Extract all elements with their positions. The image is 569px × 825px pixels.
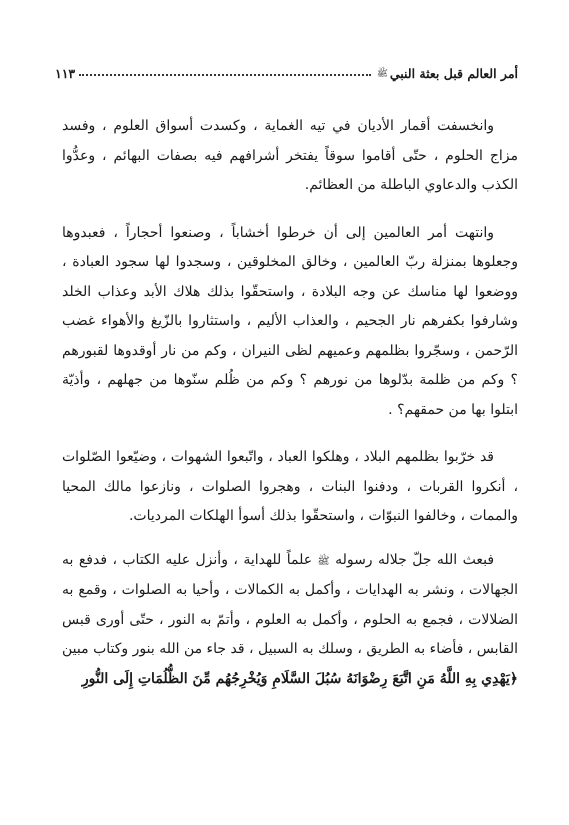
honorific-glyph: ﷺ bbox=[376, 69, 388, 79]
honorific-glyph: ﷺ bbox=[317, 555, 330, 567]
paragraph-4 bbox=[62, 546, 518, 695]
running-header bbox=[55, 55, 518, 81]
header-title: أمر العالم قبل بعثة النبي bbox=[389, 66, 518, 81]
header-dot-leader bbox=[79, 73, 371, 76]
paragraph-4-body: علماً للهداية ، وأنزل عليه الكتاب ، فدفع به الجهالات ، ونشر به الهدايات ، وأكمل به الكمالات ، وأحيا به الصلوات ، وقمع به الضلالات ، فجمع به الحلوم ، وأكمل به العلوم ، وأتمّ به النور ، حتّى أورى قبس القابس ، فأضاء به الطريق ، وسلك به السبيل ، قد جاء من الله بنور وكتاب مبين bbox=[62, 551, 518, 657]
page-body bbox=[62, 112, 518, 712]
paragraph-1: وانخسفت أقمار الأديان في تيه الغماية ، وكسدت أسواق العلوم ، وفسد مزاج الحلوم ، حتّى أقاموا سوقاً يفتخر أشرافهم فيه بصفات البهائم ، وعدُّوا الكذب والدعاوي الباطلة من العظائم. bbox=[62, 118, 518, 193]
paragraph-4-start: فبعث الله جلّ جلاله رسوله bbox=[335, 551, 495, 568]
quran-verse: ﴿يَهْدِي بِهِ اللَّهُ مَنِ اتَّبَعَ رِضْوَانَهُ سُبُلَ السَّلَامِ وَيُخْرِجُهُم مِّنَ الظُّلُمَاتِ إِلَى النُّورِ bbox=[81, 670, 518, 687]
paragraph-3: قد خرّبوا بظلمهم البلاد ، وهلكوا العباد ، واتّبعوا الشهوات ، وضيّعوا الصّلوات ، أنكروا القربات ، ودفنوا البنات ، وهجروا الصلوات ، ونازعوا مالك المحيا والممات ، وخالفوا النبوّات ، واستحقّوا بذلك أسوأ الهلكات المرديات. bbox=[62, 449, 518, 524]
page-number: ١١٣ bbox=[55, 66, 76, 81]
paragraph-2: وانتهت أمر العالمين إلى أن خرطوا أخشاباً ، وصنعوا أحجاراً ، فعبدوها وجعلوها بمنزلة ربّ العالمين ، وخالق المخلوقين ، وسجدوا لها سجود العبادة ، ووضعوا لها مناسك عن وجه البلادة ، واستحقّوا بذلك هلاك الأبد وعذاب الخلد وشارفوا بكفرهم نار الجحيم ، والعذاب الأليم ، واستثاروا بالزّيغ والأهواء غضب الرّحمن ، وسجّروا بظلمهم وعميهم لظى النيران ، وكم من نار أوقدوها لقبورهم ؟ وكم من ظلمة بدّلوها من نورهم ؟ وكم من ظُلم سنّوها من جهلهم ، وأذيّة ابتلوا بها من حمقهم؟ . bbox=[62, 224, 518, 418]
